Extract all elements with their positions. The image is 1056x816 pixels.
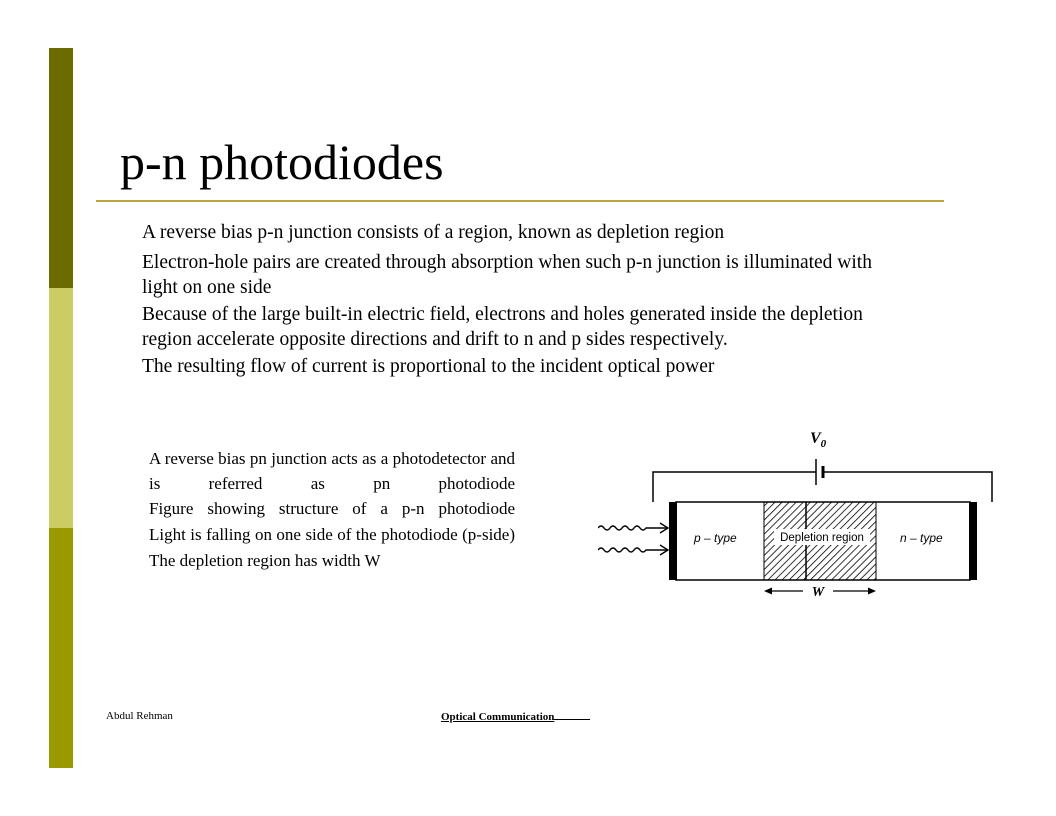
photodiode-diagram <box>598 424 998 624</box>
sub-bullet-item: Light is falling on one side of the photodiode (p-side) <box>149 525 515 544</box>
sidebar-block-mid <box>49 528 73 768</box>
sidebar-decoration <box>49 48 73 768</box>
main-bullet-list <box>142 220 912 384</box>
footer-course-text: Optical Communication <box>441 711 555 723</box>
bullet-item: The resulting flow of current is proportional to the incident optical power <box>142 356 715 377</box>
bullet-item: Electron-hole pairs are created through absorption when such p-n junction is illuminated with light on one side <box>142 252 872 298</box>
width-label: W <box>811 585 825 600</box>
incident-light-arrows <box>598 523 668 555</box>
sidebar-block-light <box>49 288 73 528</box>
voltage-label: $V_0$ <box>810 430 827 450</box>
slide-title: p-n photodiodes <box>120 134 444 190</box>
footer-course <box>441 710 590 723</box>
p-type-label: p – type <box>694 531 737 545</box>
title-rule <box>96 200 944 202</box>
n-contact <box>969 502 977 580</box>
sub-bullet-item: The depletion region has width W <box>149 551 381 570</box>
sub-bullet-list <box>149 446 515 574</box>
sub-bullet-item: Figure showing structure of a p-n photodiode <box>149 499 515 518</box>
depletion-region-label: Depletion region <box>780 532 864 544</box>
p-contact <box>669 502 677 580</box>
voltage-source-symbol <box>810 430 827 485</box>
sidebar-block-dark <box>49 48 73 288</box>
sub-bullet-item: A reverse bias pn junction acts as a photodetector and is referred as pn photodiode <box>149 449 515 493</box>
footer-underline <box>554 710 590 720</box>
bullet-item: A reverse bias p-n junction consists of a region, known as depletion region <box>142 222 725 243</box>
footer-author: Abdul Rehman <box>106 710 173 722</box>
bullet-item: Because of the large built-in electric field, electrons and holes generated inside the depletion region accelerate opposite directions and drift to n and p sides respectively. <box>142 304 863 350</box>
n-type-label: n – type <box>900 531 943 545</box>
